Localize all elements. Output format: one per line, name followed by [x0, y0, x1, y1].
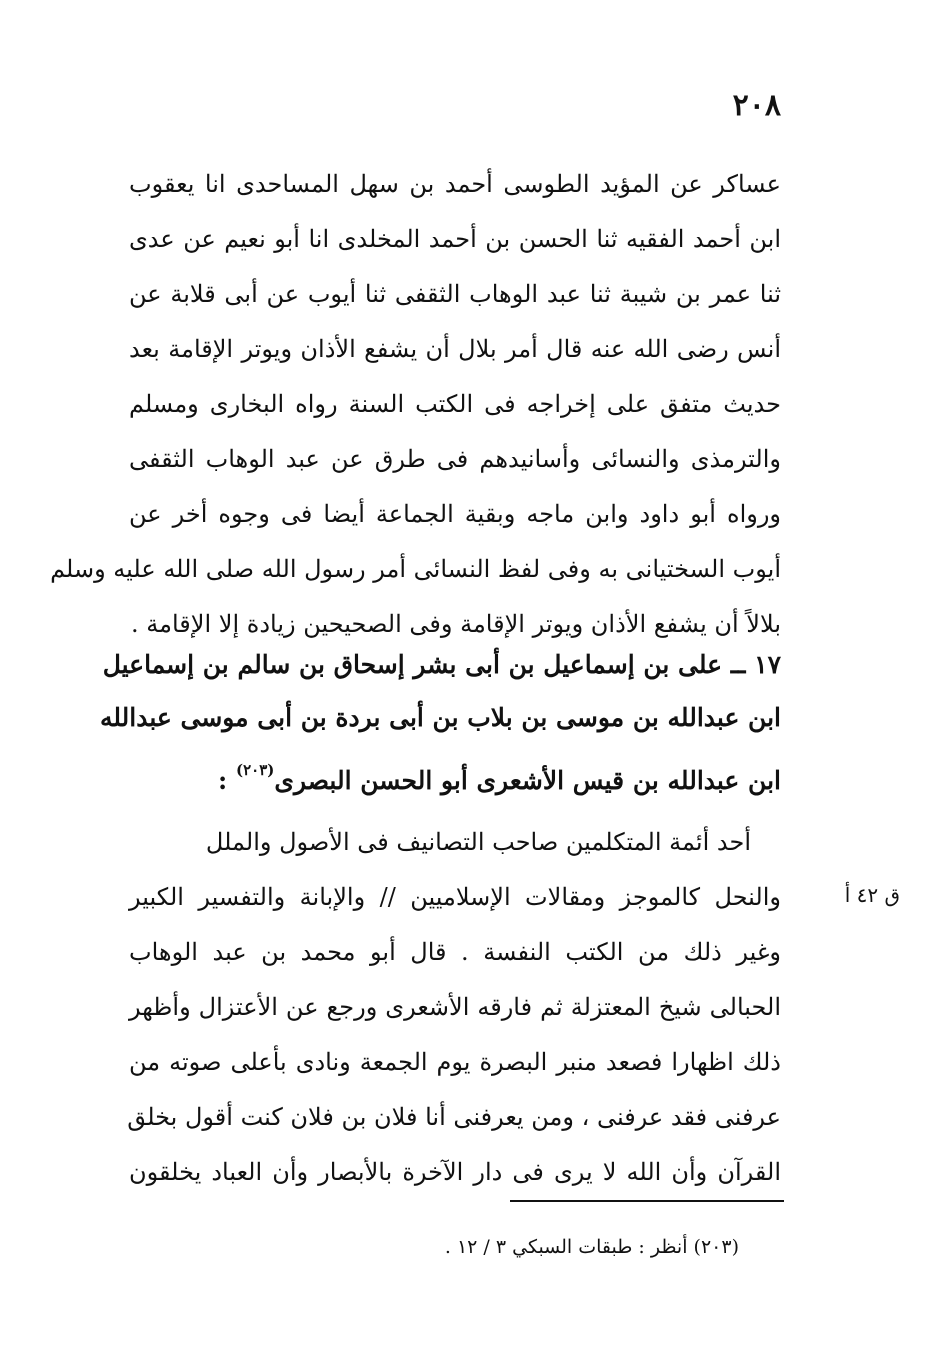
- footnote: (٢٠٣) أنظر : طبقات السبكي ٣ / ١٢ .: [444, 1236, 739, 1258]
- heading-name-text: ابن عبدالله بن قيس الأشعرى أبو الحسن البصرى: [274, 766, 781, 795]
- heading-line: ١٧ ــ على بن إسماعيل بن أبى بشر إسحاق بن سالم بن إسماعيل: [102, 650, 781, 679]
- heading-colon: :: [218, 766, 236, 795]
- text-line: بلالاً أن يشفع الأذان ويوتر الإقامة وفى الصحيحين زيادة إلا الإقامة .: [131, 610, 781, 638]
- text-line: والنحل كالموجز ومقالات الإسلاميين // والإبانة والتفسير الكبير: [129, 883, 781, 911]
- text-line: الحبالى شيخ المعتزلة ثم فارقه الأشعرى ورجع عن الأعتزال وأظهر: [129, 993, 781, 1021]
- paragraph-biography: [129, 815, 781, 1200]
- entry-heading: [99, 638, 781, 797]
- text-line: ورواه أبو داود وابن ماجه وبقية الجماعة أيضا فى وجوه أخر عن: [129, 500, 782, 528]
- manuscript-folio-note: ق ٤٢ أ: [844, 883, 900, 907]
- footnote-divider: [510, 1200, 784, 1202]
- text-line: حديث متفق على إخراجه فى الكتب السنة رواه البخارى ومسلم: [129, 390, 781, 418]
- paragraph-isnad: [50, 157, 782, 652]
- text-line: أنس رضى الله عنه قال أمر بلال أن يشفع الأذان ويوتر الإقامة بعد: [129, 335, 781, 363]
- text-line: وغير ذلك من الكتب النفسة . قال أبو محمد بن عبد الوهاب: [129, 938, 781, 966]
- text-line: ابن أحمد الفقيه ثنا الحسن بن أحمد المخلدى انا أبو نعيم عن عدى: [129, 225, 781, 253]
- text-line: عرفنى فقد عرفنى ، ومن يعرفنى أنا فلان بن فلان كنت أقول بخلق: [127, 1103, 781, 1131]
- text-line: أيوب السختيانى به وفى لفظ النسائى أمر رسول الله صلى الله عليه وسلم: [50, 555, 781, 583]
- text-line: ثنا عمر بن شيبة ثنا عبد الوهاب الثقفى ثنا أيوب عن أبى قلابة عن: [129, 280, 781, 308]
- footnote-reference[interactable]: (٢٠٣): [235, 761, 275, 779]
- heading-line: [129, 744, 781, 797]
- page-number: ٢٠٨: [732, 88, 781, 123]
- text-line: ذلك اظهارا فصعد منبر البصرة يوم الجمعة ونادى بأعلى صوته من: [129, 1048, 781, 1076]
- text-line: القرآن وأن الله لا يرى فى دار الآخرة بالأبصار وأن العباد يخلقون: [129, 1158, 781, 1186]
- heading-line: ابن عبدالله بن موسى بن بلاب بن أبى بردة بن أبى موسى عبدالله: [99, 703, 781, 732]
- text-line: والترمذى والنسائى وأسانيدهم فى طرق عن عبد الوهاب الثقفى: [129, 445, 781, 473]
- text-line: أحد أئمة المتكلمين صاحب التصانيف فى الأصول والملل: [205, 828, 751, 856]
- text-line: عساكر عن المؤيد الطوسى أحمد بن سهل المساحدى انا يعقوب: [129, 170, 781, 198]
